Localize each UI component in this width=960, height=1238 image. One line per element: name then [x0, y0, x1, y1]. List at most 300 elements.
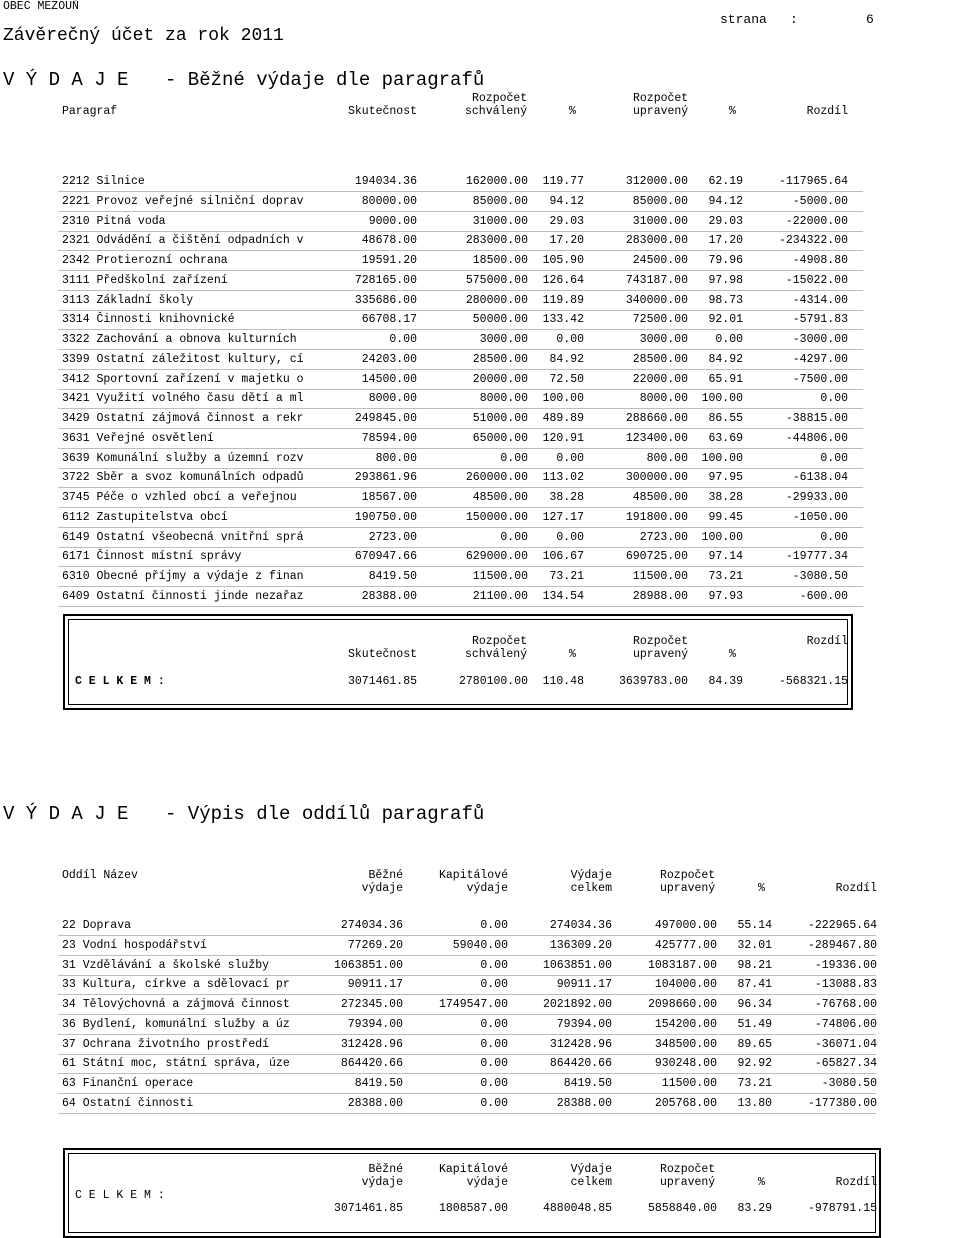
table-row: [0, 528, 960, 548]
row-schvaleny: 0.00: [500, 530, 528, 544]
row-rozdil: -3000.00: [792, 333, 848, 346]
row-bezne: 1063851.00: [333, 958, 403, 972]
row-upraveny: 205768.00: [654, 1096, 717, 1110]
total2-col-rozpocet-top: Rozpočet: [660, 1163, 716, 1176]
table-row: [0, 271, 960, 291]
table-row: [0, 936, 960, 956]
total2-col-rozpocet: upravený: [660, 1176, 716, 1189]
row-oddil: 36 Bydlení, komunální služby a úz: [62, 1017, 290, 1031]
row-pct1: 113.02: [542, 471, 584, 485]
row-pct1: 119.89: [542, 293, 584, 307]
table-row: [0, 956, 960, 976]
row-rozdil: -177380.00: [807, 1096, 877, 1110]
row-upraveny: 930248.00: [654, 1057, 717, 1071]
row-rozdil: -4908.80: [792, 254, 848, 267]
row-pct1: 94.12: [549, 194, 584, 208]
row-upraveny: 11500.00: [632, 570, 688, 583]
row-upraveny: 28988.00: [632, 589, 688, 603]
row-divider: [58, 606, 863, 607]
row-schvaleny: 3000.00: [479, 333, 528, 346]
total1-label: C E L K E M :: [75, 675, 165, 688]
row-celkem: 136309.20: [549, 938, 612, 952]
row-skutecnost: 8419.50: [368, 570, 417, 583]
total2-rozdil: -978791.15: [807, 1202, 877, 1215]
row-paragraf: 3639 Komunální služby a územní rozv: [62, 451, 304, 465]
row-schvaleny: 51000.00: [472, 412, 528, 425]
total2-col-bezne: výdaje: [361, 1176, 403, 1189]
section1-total-inner-frame: [68, 619, 848, 705]
total2-col-kap: výdaje: [466, 1176, 508, 1189]
row-paragraf: 3322 Zachování a obnova kulturních: [62, 333, 297, 346]
row-oddil: 23 Vodní hospodářství: [62, 938, 207, 952]
total1-col-pct2: %: [729, 648, 736, 661]
col-kapitalove: výdaje: [466, 882, 508, 895]
row-bezne: 312428.96: [340, 1037, 403, 1051]
row-rozdil: -600.00: [799, 589, 848, 603]
row-oddil: 37 Ochrana životního prostředí: [62, 1037, 270, 1051]
row-skutecnost: 66708.17: [361, 313, 417, 327]
row-pct1: 17.20: [549, 234, 584, 248]
table-row: [0, 291, 960, 311]
row-schvaleny: 48500.00: [472, 491, 528, 504]
row-pct1: 120.91: [542, 431, 584, 445]
row-bezne: 272345.00: [340, 998, 403, 1011]
col-rozdil2: Rozdíl: [835, 882, 877, 895]
row-rozdil: -7500.00: [792, 372, 848, 386]
row-rozdil: -74806.00: [814, 1017, 877, 1031]
row-paragraf: 3745 Péče o vzhled obcí a veřejnou: [62, 491, 297, 504]
total2-bezne: 3071461.85: [333, 1202, 403, 1215]
row-pct2: 29.03: [708, 214, 743, 228]
table-row: [0, 587, 960, 607]
row-kapitalove: 0.00: [480, 1037, 508, 1051]
row-upraveny: 743187.00: [625, 273, 688, 287]
row-pct2: 98.73: [708, 293, 743, 307]
row-schvaleny: 575000.00: [465, 273, 528, 287]
row-skutecnost: 194034.36: [354, 175, 417, 188]
total2-col-rozdil: Rozdíl: [835, 1176, 877, 1189]
row-rozdil: -29933.00: [785, 491, 848, 504]
table-row: [0, 547, 960, 567]
total1-col-rozdil: Rozdíl: [806, 635, 848, 648]
row-paragraf: 3113 Základní školy: [62, 293, 194, 307]
row-rozdil: -65827.34: [814, 1057, 877, 1071]
row-schvaleny: 0.00: [500, 451, 528, 465]
row-upraveny: 28500.00: [632, 352, 688, 366]
col-pct2: %: [729, 105, 736, 118]
row-schvaleny: 8000.00: [479, 392, 528, 406]
row-paragraf: 6112 Zastupitelstva obcí: [62, 510, 228, 524]
row-schvaleny: 280000.00: [465, 293, 528, 307]
row-pct2: 97.93: [708, 589, 743, 603]
col-pct1: %: [569, 105, 576, 118]
row-upraveny: 340000.00: [625, 293, 688, 307]
row-pct: 92.92: [737, 1057, 772, 1071]
total2-celkem: 4880048.85: [542, 1202, 612, 1215]
row-schvaleny: 260000.00: [465, 471, 528, 485]
row-pct1: 105.90: [542, 254, 584, 267]
row-upraveny: 123400.00: [625, 431, 688, 445]
total1-rozdil: -568321.15: [778, 675, 848, 688]
row-kapitalove: 0.00: [480, 1077, 508, 1090]
row-pct2: 73.21: [708, 570, 743, 583]
row-pct1: 0.00: [556, 451, 584, 465]
table-row: [0, 1035, 960, 1055]
row-rozdil: -15022.00: [785, 273, 848, 287]
row-pct1: 73.21: [549, 570, 584, 583]
total2-col-kap-top: Kapitálové: [438, 1163, 508, 1176]
col-vydaje-celkem: celkem: [570, 882, 612, 895]
row-upraveny: 348500.00: [654, 1037, 717, 1051]
row-pct2: 17.20: [708, 234, 743, 248]
row-skutecnost: 14500.00: [361, 372, 417, 386]
table-row: [0, 212, 960, 232]
row-pct1: 84.92: [549, 352, 584, 366]
row-skutecnost: 190750.00: [354, 510, 417, 524]
table-row: [0, 330, 960, 350]
row-rozdil: -234322.00: [778, 234, 848, 248]
section2-total-inner-frame: [68, 1153, 876, 1233]
row-divider: [58, 1113, 876, 1114]
table-row: [0, 409, 960, 429]
row-paragraf: 6171 Činnost místní správy: [62, 550, 242, 564]
row-pct: 98.21: [737, 958, 772, 972]
total1-col-upraveny: upravený: [633, 648, 689, 661]
row-schvaleny: 50000.00: [472, 313, 528, 327]
row-paragraf: 2221 Provoz veřejné silniční doprav: [62, 194, 304, 208]
row-pct1: 119.77: [542, 175, 584, 188]
row-schvaleny: 150000.00: [465, 510, 528, 524]
row-pct2: 97.14: [708, 550, 743, 564]
row-rozdil: -22000.00: [785, 214, 848, 228]
row-upraveny: 8000.00: [639, 392, 688, 406]
total1-pct1: 110.48: [542, 675, 584, 688]
row-rozdil: -289467.80: [807, 938, 877, 952]
table-row: [0, 468, 960, 488]
row-pct2: 94.12: [708, 194, 743, 208]
row-skutecnost: 249845.00: [354, 412, 417, 425]
row-pct2: 65.91: [708, 372, 743, 386]
row-kapitalove: 59040.00: [452, 938, 508, 952]
row-schvaleny: 162000.00: [465, 175, 528, 188]
row-oddil: 64 Ostatní činnosti: [62, 1096, 194, 1110]
row-schvaleny: 31000.00: [472, 214, 528, 228]
row-paragraf: 3314 Činnosti knihovnické: [62, 313, 235, 327]
row-skutecnost: 9000.00: [368, 214, 417, 228]
row-pct2: 86.55: [708, 412, 743, 425]
row-upraveny: 690725.00: [625, 550, 688, 564]
row-paragraf: 3421 Využití volného času dětí a ml: [62, 392, 304, 406]
row-celkem: 312428.96: [549, 1037, 612, 1051]
row-paragraf: 2342 Protierozní ochrana: [62, 254, 228, 267]
row-upraveny: 425777.00: [654, 938, 717, 952]
row-schvaleny: 65000.00: [472, 431, 528, 445]
row-schvaleny: 11500.00: [472, 570, 528, 583]
col-rozpocet-upraveny: upravený: [633, 105, 689, 118]
row-upraveny: 3000.00: [639, 333, 688, 346]
row-rozdil: -6138.04: [792, 471, 848, 485]
row-celkem: 8419.50: [563, 1077, 612, 1090]
row-pct1: 72.50: [549, 372, 584, 386]
row-paragraf: 2321 Odvádění a čištění odpadních v: [62, 234, 304, 248]
row-oddil: 22 Doprava: [62, 919, 132, 932]
total1-col-pct1: %: [569, 648, 576, 661]
row-bezne: 864420.66: [340, 1057, 403, 1071]
table-row: [0, 251, 960, 271]
row-schvaleny: 28500.00: [472, 352, 528, 366]
section2-title: - Výpis dle oddílů paragrafů: [165, 803, 485, 825]
row-bezne: 274034.36: [340, 919, 403, 932]
row-rozdil: -76768.00: [814, 998, 877, 1011]
row-rozdil: -3080.50: [792, 570, 848, 583]
row-upraveny: 2098660.00: [647, 998, 717, 1011]
table-row: [0, 488, 960, 508]
row-pct: 32.01: [737, 938, 772, 952]
row-skutecnost: 0.00: [389, 333, 417, 346]
col-vydaje-top: Výdaje: [570, 869, 612, 882]
row-pct2: 97.98: [708, 273, 743, 287]
row-paragraf: 3412 Sportovní zařízení v majetku o: [62, 372, 304, 386]
col-skutecnost: Skutečnost: [347, 105, 417, 118]
row-oddil: 31 Vzdělávání a školské služby: [62, 958, 270, 972]
row-oddil: 34 Tělovýchovná a zájmová činnost: [62, 998, 290, 1011]
total1-col-rozpocet-top: Rozpočet: [472, 635, 528, 648]
row-paragraf: 2212 Silnice: [62, 175, 145, 188]
row-rozdil: 0.00: [820, 451, 848, 465]
row-pct2: 0.00: [715, 333, 743, 346]
row-pct1: 134.54: [542, 589, 584, 603]
col-rozpocet-schvaleny-top: Rozpočet: [472, 92, 528, 105]
row-pct2: 92.01: [708, 313, 743, 327]
row-kapitalove: 0.00: [480, 958, 508, 972]
row-kapitalove: 0.00: [480, 1096, 508, 1110]
col-rozpocet-schvaleny: schválený: [465, 105, 528, 118]
row-skutecnost: 24203.00: [361, 352, 417, 366]
row-celkem: 79394.00: [556, 1017, 612, 1031]
section2-label: V Ý D A J E: [3, 803, 129, 825]
row-rozdil: -117965.64: [778, 175, 848, 188]
row-skutecnost: 18567.00: [361, 491, 417, 504]
row-celkem: 1063851.00: [542, 958, 612, 972]
row-upraveny: 1083187.00: [647, 958, 717, 972]
row-rozdil: -1050.00: [792, 510, 848, 524]
page-title: Závěrečný účet za rok 2011: [3, 26, 284, 46]
row-paragraf: 3429 Ostatní zájmová činnost a rekr: [62, 412, 304, 425]
page-label: strana: [720, 12, 767, 27]
total1-col-skutecnost: Skutečnost: [347, 648, 417, 661]
row-paragraf: 6310 Obecné příjmy a výdaje z finan: [62, 570, 304, 583]
row-upraveny: 2723.00: [639, 530, 688, 544]
row-upraveny: 24500.00: [632, 254, 688, 267]
table-row: [0, 310, 960, 330]
row-pct2: 79.96: [708, 254, 743, 267]
row-skutecnost: 8000.00: [368, 392, 417, 406]
row-rozdil: -36071.04: [814, 1037, 877, 1051]
row-upraveny: 104000.00: [654, 978, 717, 992]
row-rozdil: -4297.00: [792, 352, 848, 366]
row-upraveny: 48500.00: [632, 491, 688, 504]
row-pct: 96.34: [737, 998, 772, 1011]
row-skutecnost: 19591.20: [361, 254, 417, 267]
row-upraveny: 300000.00: [625, 471, 688, 485]
row-paragraf: 2310 Pitná voda: [62, 214, 166, 228]
row-rozdil: -222965.64: [807, 919, 877, 932]
table-row: [0, 429, 960, 449]
total2-col-vydaje-top: Výdaje: [570, 1163, 612, 1176]
row-kapitalove: 0.00: [480, 1017, 508, 1031]
page-number: 6: [866, 12, 874, 27]
row-skutecnost: 2723.00: [368, 530, 417, 544]
row-pct: 87.41: [737, 978, 772, 992]
row-upraveny: 312000.00: [625, 175, 688, 188]
row-pct1: 127.17: [542, 510, 584, 524]
row-rozdil: -19336.00: [814, 958, 877, 972]
row-kapitalove: 1749547.00: [438, 998, 508, 1011]
table-row: [0, 995, 960, 1015]
col-paragraf: Paragraf: [62, 105, 118, 118]
row-rozdil: -5000.00: [792, 194, 848, 208]
row-schvaleny: 283000.00: [465, 234, 528, 248]
row-paragraf: 6149 Ostatní všeobecná vnitřní sprá: [62, 530, 304, 544]
row-upraveny: 11500.00: [661, 1077, 717, 1090]
total1-skutecnost: 3071461.85: [347, 675, 417, 688]
table-row: [0, 1015, 960, 1035]
row-pct2: 38.28: [708, 491, 743, 504]
table-row: [0, 1054, 960, 1074]
row-pct2: 97.95: [708, 471, 743, 485]
col-rozdil: Rozdíl: [806, 105, 848, 118]
row-paragraf: 3111 Předškolní zařízení: [62, 273, 228, 287]
org-name: OBEC MEZOUŇ: [3, 0, 79, 13]
row-skutecnost: 80000.00: [361, 194, 417, 208]
row-celkem: 90911.17: [556, 978, 612, 992]
row-bezne: 8419.50: [354, 1077, 403, 1090]
table-row: [0, 192, 960, 212]
table-row: [0, 916, 960, 936]
row-pct2: 62.19: [708, 175, 743, 188]
row-pct1: 100.00: [542, 392, 584, 406]
total2-col-pct: %: [758, 1176, 765, 1189]
row-kapitalove: 0.00: [480, 978, 508, 992]
table-row: [0, 389, 960, 409]
row-oddil: 61 Státní moc, státní správa, úze: [62, 1057, 290, 1071]
total1-col-schvaleny: schválený: [465, 648, 528, 661]
row-pct2: 99.45: [708, 510, 743, 524]
row-upraveny: 22000.00: [632, 372, 688, 386]
row-schvaleny: 21100.00: [472, 589, 528, 603]
row-pct1: 106.67: [542, 550, 584, 564]
row-bezne: 77269.20: [347, 938, 403, 952]
row-rozdil: -13088.83: [814, 978, 877, 992]
row-bezne: 28388.00: [347, 1096, 403, 1110]
row-pct: 73.21: [737, 1077, 772, 1090]
row-pct2: 100.00: [701, 451, 743, 465]
row-pct2: 100.00: [701, 530, 743, 544]
row-upraveny: 72500.00: [632, 313, 688, 327]
row-rozdil: -5791.83: [792, 313, 848, 327]
table-row: [0, 231, 960, 251]
page-separator: :: [790, 12, 798, 27]
row-pct1: 133.42: [542, 313, 584, 327]
row-skutecnost: 78594.00: [361, 431, 417, 445]
col-pct: %: [758, 882, 765, 895]
row-upraveny: 191800.00: [625, 510, 688, 524]
row-pct1: 0.00: [556, 333, 584, 346]
row-skutecnost: 670947.66: [354, 550, 417, 564]
row-pct2: 63.69: [708, 431, 743, 445]
table-row: [0, 567, 960, 587]
table-row: [0, 1094, 960, 1114]
row-schvaleny: 20000.00: [472, 372, 528, 386]
table-row: [0, 449, 960, 469]
col-bezne: výdaje: [361, 882, 403, 895]
row-celkem: 2021892.00: [542, 998, 612, 1011]
row-pct1: 29.03: [549, 214, 584, 228]
table-row: [0, 370, 960, 390]
row-pct2: 84.92: [708, 352, 743, 366]
row-rozdil: -44806.00: [785, 431, 848, 445]
row-rozdil: 0.00: [820, 392, 848, 406]
table-row: [0, 508, 960, 528]
total1-upraveny: 3639783.00: [618, 675, 688, 688]
table-row: [0, 172, 960, 192]
section1-label: V Ý D A J E: [3, 69, 129, 91]
row-oddil: 33 Kultura, církve a sdělovací pr: [62, 978, 290, 992]
row-rozdil: -3080.50: [821, 1077, 877, 1090]
table-row: [0, 1074, 960, 1094]
total2-kapitalove: 1808587.00: [438, 1202, 508, 1215]
row-paragraf: 3399 Ostatní záležitost kultury, cí: [62, 352, 304, 366]
row-paragraf: 3722 Sběr a svoz komunálních odpadů: [62, 471, 304, 485]
row-pct1: 38.28: [549, 491, 584, 504]
row-kapitalove: 0.00: [480, 1057, 508, 1071]
row-schvaleny: 85000.00: [472, 194, 528, 208]
row-upraveny: 154200.00: [654, 1017, 717, 1031]
row-celkem: 28388.00: [556, 1096, 612, 1110]
row-skutecnost: 335686.00: [354, 293, 417, 307]
total2-label: C E L K E M :: [75, 1189, 165, 1202]
row-pct1: 489.89: [542, 412, 584, 425]
col-kapitalove-top: Kapitálové: [438, 869, 508, 882]
section1-title: - Běžné výdaje dle paragrafů: [165, 69, 485, 91]
table-row: [0, 975, 960, 995]
col-rozpocet2-upraveny: upravený: [660, 882, 716, 895]
row-pct2: 100.00: [701, 392, 743, 406]
row-paragraf: 3631 Veřejné osvětlení: [62, 431, 214, 445]
row-skutecnost: 800.00: [375, 451, 417, 465]
row-pct1: 126.64: [542, 273, 584, 287]
row-skutecnost: 28388.00: [361, 589, 417, 603]
row-pct1: 0.00: [556, 530, 584, 544]
row-schvaleny: 629000.00: [465, 550, 528, 564]
total1-schvaleny: 2780100.00: [458, 675, 528, 688]
row-skutecnost: 48678.00: [361, 234, 417, 248]
row-pct: 89.65: [737, 1037, 772, 1051]
total2-col-bezne-top: Běžné: [368, 1163, 403, 1176]
table-row: [0, 350, 960, 370]
col-rozpocet2-top: Rozpočet: [660, 869, 716, 882]
row-rozdil: -19777.34: [785, 550, 848, 564]
col-oddil-nazev: Oddíl Název: [62, 869, 138, 882]
row-skutecnost: 728165.00: [354, 273, 417, 287]
total2-upraveny: 5858840.00: [647, 1202, 717, 1215]
row-rozdil: -4314.00: [792, 293, 848, 307]
row-upraveny: 497000.00: [654, 919, 717, 932]
total1-pct2: 84.39: [708, 675, 743, 688]
row-schvaleny: 18500.00: [472, 254, 528, 267]
row-upraveny: 31000.00: [632, 214, 688, 228]
row-rozdil: 0.00: [820, 530, 848, 544]
